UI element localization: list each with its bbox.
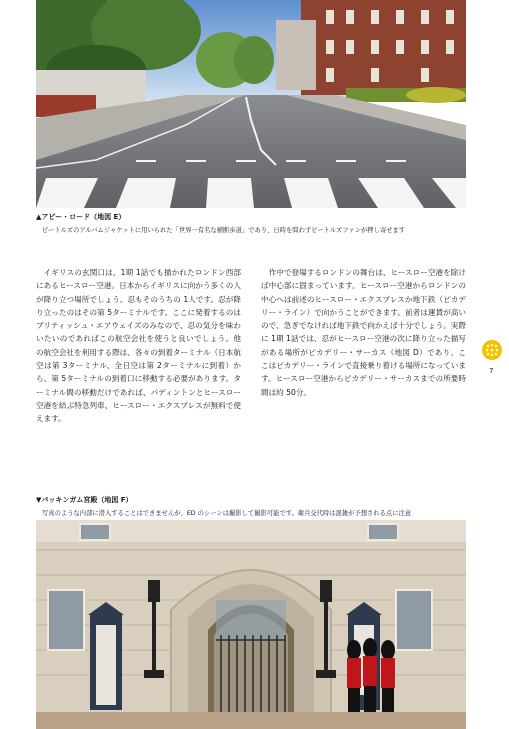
body-paragraph-left: イギリスの玄関口は、1期 1話でも描かれたロンドン西部にあるヒースロー空港。日本からイギリスに向かう多くの人が降り立つ場所でしょう。忍もそのうちの 1人です。忍が降り立ったのはその第 5ターミナルです。ここに発着するのはブリティッシュ・エアウェイズのみなので、忍の気分を味わいたいのであればこの航空会社を使うと良いでしょう。他の航空会社を利用する際は、各々の到着ターミナル（日本航空は第 3ターミナル、全日空は第 2ターミナルに到着）から、第 5ターミナルの到着口に移動する必要があります。ターミナル間の移動だけであれば、パディントンとヒースロー空港を結ぶ特急列車、ヒースロー・エクスプレスが無料で使えます。: [36, 268, 241, 424]
palace-caption-title: ▼バッキンガム宮殿（地図 F）: [36, 496, 133, 504]
page-marker-badge-icon: [481, 339, 503, 361]
body-column-left: [36, 266, 241, 426]
page-number: 7: [489, 367, 494, 375]
body-paragraph-right: 作中で登場するロンドンの舞台は、ヒースロー空港を除けば中心部に固まっています。ヒースロー空港からロンドンの中心へは前述のヒースロー・エクスプレスか地下鉄（ピカデリー・ライン）で向かうことができます。前者は運賃が高いので、急ぎでなければ地下鉄で向かえば十分でしょう。実際に 1期 1話では、忍がヒースロー空港の次に降り立った描写がある場所がピカデリー・サーカス（地図 D）であり、ここはピカデリー・ラインで直接乗り着ける場所になっています。ヒースロー空港からピカデリー・サーカスまでの所要時間は約 50分。: [261, 268, 466, 397]
body-column-right: [261, 266, 466, 399]
abbey-road-caption-body: ビートルズのアルバムジャケットに用いられた「世界一有名な横断歩道」であり、日時を問わずビートルズファンが押し寄せます: [42, 227, 406, 234]
buckingham-palace-photo: [36, 520, 466, 729]
abbey-road-photo: [36, 0, 466, 208]
abbey-road-caption-title: ▲アビー・ロード（地図 E）: [36, 213, 126, 221]
palace-caption-body: 写真のような内部に潜入することはできませんが、ED のシーンは撮影して撮影可能です。衛兵交代時は混雑が予想される点に注意: [42, 510, 412, 517]
